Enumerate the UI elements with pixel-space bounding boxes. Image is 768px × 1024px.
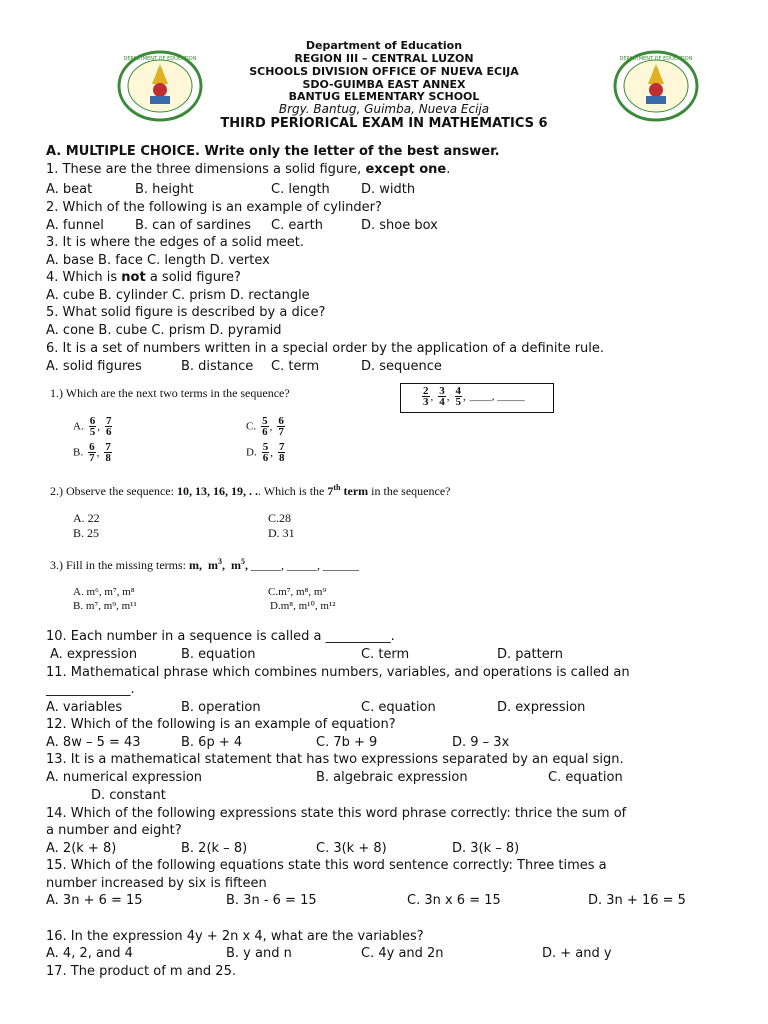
s2-option-b: B. 25 — [73, 526, 100, 540]
q1-option-c: C. length — [271, 182, 330, 197]
box-blanks: ____, _____ — [469, 390, 525, 403]
s3-option-d: D.m⁸, m¹⁰, m¹² — [270, 600, 336, 612]
q16-option-c: C. 4y and 2n — [361, 946, 444, 961]
question-1: 1. These are the three dimensions a solid figure, except one. — [46, 162, 451, 177]
s2-option-c: C.28 — [268, 511, 292, 525]
q6-option-d: D. sequence — [361, 359, 442, 374]
s1-option-d: D. $\frac{5}{6}$ , $\frac{7}{8}$ — [246, 441, 285, 464]
s1-option-b: B. $\frac{6}{7}$ , $\frac{7}{8}$ — [73, 441, 111, 464]
q2-option-a: A. funnel — [46, 218, 104, 233]
sequence-item-1: 1.) Which are the next two terms in the sequence? — [50, 386, 290, 400]
q15-option-a: A. 3n + 6 = 15 — [46, 893, 143, 908]
section-a-title: A. MULTIPLE CHOICE. Write only the letter of the best answer. — [46, 144, 500, 159]
question-2: 2. Which of the following is an example of cylinder? — [46, 200, 382, 215]
q16-option-b: B. y and n — [226, 946, 292, 961]
q13-option-b: B. algebraic expression — [316, 770, 468, 785]
q11-option-a: A. variables — [46, 700, 123, 715]
question-13: 13. It is a mathematical statement that has two expressions separated by an equal sign. — [46, 752, 624, 767]
q16-option-d: D. + and y — [542, 946, 612, 961]
q10-option-b: B. equation — [181, 647, 256, 662]
q16-option-a: A. 4, 2, and 4 — [46, 946, 133, 961]
box-fraction-2: $\frac{3}{4}$ — [439, 385, 445, 408]
question-14-cont: a number and eight? — [46, 823, 182, 838]
sequence-box: $\frac{2}{3}$ , $\frac{3}{4}$ , $\frac{4}{5}$ , ____, _____ — [400, 383, 554, 413]
s3-option-a: A. m⁶, m⁷, m⁸ — [73, 586, 135, 598]
question-16: 16. In the expression 4y + 2n x 4, what are the variables? — [46, 929, 424, 944]
q13-option-a: A. numerical expression — [46, 770, 203, 785]
s3-option-c: C.m⁷, m⁸, m⁹ — [268, 586, 327, 598]
q11-blank: _____________. — [46, 682, 135, 697]
q3-options: A. base B. face C. length D. vertex — [46, 253, 270, 268]
header-division: SCHOOLS DIVISION OFFICE OF NUEVA ECIJA — [249, 65, 519, 78]
box-fraction-1: $\frac{2}{3}$ — [423, 385, 429, 408]
question-14: 14. Which of the following expressions state this word phrase correctly: thrice the sum of — [46, 806, 627, 821]
q1-option-d: D. width — [361, 182, 416, 197]
q12-option-a: A. 8w – 5 = 43 — [46, 735, 141, 750]
q10-option-a: A. expression — [50, 647, 138, 662]
header-department: Department of Education — [305, 39, 463, 52]
q6-option-b: B. distance — [181, 359, 254, 374]
svg-text:DEPARTMENT OF EDUCATION: DEPARTMENT OF EDUCATION — [123, 56, 197, 62]
question-12: 12. Which of the following is an example of equation? — [46, 717, 396, 732]
question-6: 6. It is a set of numbers written in a special order by the application of a definite rule. — [46, 341, 605, 356]
q13-option-d: D. constant — [91, 788, 166, 803]
s3-option-b: B. m⁷, m⁹, m¹¹ — [73, 600, 137, 612]
q15-option-b: B. 3n - 6 = 15 — [226, 893, 317, 908]
q14-option-d: D. 3(k – 8) — [452, 841, 520, 856]
question-17: 17. The product of m and 25. — [46, 964, 236, 979]
header-address: Brgy. Bantug, Guimba, Nueva Ecija — [278, 102, 490, 116]
q5-options: A. cone B. cube C. prism D. pyramid — [46, 323, 282, 338]
question-15: 15. Which of the following equations state this word sentence correctly: Three times a — [46, 858, 607, 873]
q4-options: A. cube B. cylinder C. prism D. rectangle — [46, 288, 310, 303]
q14-option-b: B. 2(k – 8) — [181, 841, 248, 856]
question-5: 5. What solid figure is described by a dice? — [46, 305, 326, 320]
s1-option-c: C. $\frac{5}{6}$ , $\frac{6}{7}$ — [246, 415, 284, 438]
q14-option-a: A. 2(k + 8) — [46, 841, 117, 856]
q12-option-c: C. 7b + 9 — [316, 735, 378, 750]
q13-option-c: C. equation — [548, 770, 623, 785]
header-district: SDO-GUIMBA EAST ANNEX — [302, 78, 466, 91]
question-3: 3. It is where the edges of a solid meet. — [46, 235, 305, 250]
s2-option-a: A. 22 — [73, 511, 100, 525]
q11-option-d: D. expression — [497, 700, 586, 715]
q10-option-d: D. pattern — [497, 647, 564, 662]
question-4: 4. Which is not a solid figure? — [46, 270, 241, 285]
s1-option-a: A. $\frac{6}{5}$ , $\frac{7}{6}$ — [73, 415, 112, 438]
q2-option-c: C. earth — [271, 218, 323, 233]
s2-option-d: D. 31 — [268, 526, 295, 540]
q11-option-b: B. operation — [181, 700, 261, 715]
question-10: 10. Each number in a sequence is called a __________. — [46, 629, 395, 644]
q6-option-a: A. solid figures — [46, 359, 142, 374]
q15-option-d: D. 3n + 16 = 5 — [588, 893, 686, 908]
header-region: REGION III – CENTRAL LUZON — [294, 52, 474, 65]
box-fraction-3: $\frac{4}{5}$ — [455, 385, 461, 408]
svg-text:DEPARTMENT OF EDUCATION: DEPARTMENT OF EDUCATION — [619, 56, 693, 62]
q15-option-c: C. 3n x 6 = 15 — [407, 893, 501, 908]
header-school: BANTUG ELEMENTARY SCHOOL — [288, 90, 480, 103]
q6-option-c: C. term — [271, 359, 320, 374]
q11-option-c: C. equation — [361, 700, 436, 715]
sequence-item-2: 2.) Observe the sequence: 10, 13, 16, 19, . .. Which is the 7th term in the sequence? — [50, 483, 451, 498]
q12-option-b: B. 6p + 4 — [181, 735, 243, 750]
q12-option-d: D. 9 – 3x — [452, 735, 510, 750]
exam-title: THIRD PERIORICAL EXAM IN MATHEMATICS 6 — [220, 116, 548, 131]
question-15-cont: number increased by six is fifteen — [46, 876, 267, 891]
question-11: 11. Mathematical phrase which combines numbers, variables, and operations is called an — [46, 665, 630, 680]
q2-option-d: D. shoe box — [361, 218, 438, 233]
q1-option-b: B. height — [135, 182, 194, 197]
sequence-item-3: 3.) Fill in the missing terms: m, $m^3$, $m^5$, _____, _____, ______ — [50, 557, 360, 572]
q14-option-c: C. 3(k + 8) — [316, 841, 387, 856]
q2-option-b: B. can of sardines — [135, 218, 252, 233]
q10-option-c: C. term — [361, 647, 410, 662]
q1-option-a: A. beat — [46, 182, 93, 197]
